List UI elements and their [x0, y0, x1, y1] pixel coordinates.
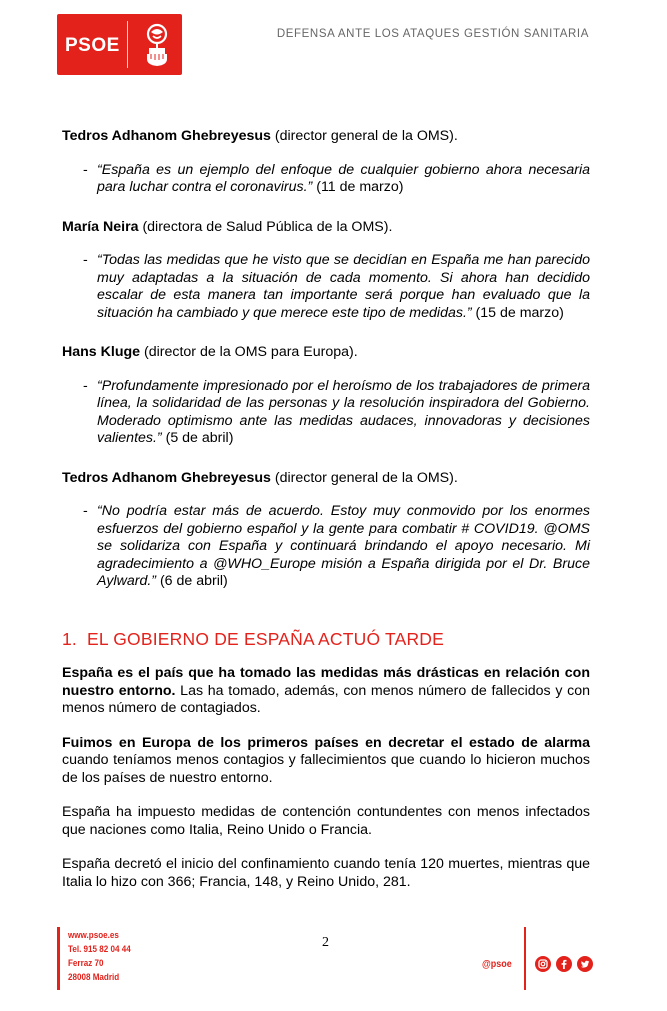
footer-street: Ferraz 70 — [68, 958, 104, 969]
twitter-icon[interactable] — [577, 956, 593, 972]
footer-contact — [68, 929, 131, 985]
author-name: Tedros Adhanom Ghebreyesus — [62, 469, 271, 486]
document-header-title: DEFENSA ANTE LOS ATAQUES GESTIÓN SANITARIA — [276, 28, 589, 40]
footer-website[interactable]: www.psoe.es — [68, 930, 119, 941]
paragraph-text: España decretó el inicio del confinamiento cuando tenía 120 muertes, mientras que Italia lo hizo con 366; Francia, 148, y Reino Unido, 281. — [62, 856, 590, 890]
paragraph — [62, 665, 590, 718]
quote-text: “No podría estar más de acuerdo. Estoy muy conmovido por los enormes esfuerzos del gobierno español y la gente para combatir # COVID19. @OMS se solidariza con España y continuará brindando el apoyo necesario. Mi agradecimiento a @WHO_Europe misión a España dirigida por el Dr. Bruce Aylward.” — [97, 503, 590, 589]
footer-city: 28008 Madrid — [68, 972, 120, 983]
quote-date: (11 de marzo) — [312, 179, 404, 195]
logo-text: PSOE — [65, 35, 120, 56]
paragraph-bold: España es el país que ha tomado las medidas más drásticas en relación con nuestro entorno. — [62, 665, 590, 699]
section-title: EL GOBIERNO DE ESPAÑA ACTUÓ TARDE — [87, 628, 445, 649]
section-heading — [62, 628, 590, 649]
quote-date: (15 de marzo) — [471, 304, 564, 321]
author-name: Tedros Adhanom Ghebreyesus — [62, 128, 271, 144]
rose-fist-icon — [137, 20, 177, 68]
quote-text: “Todas las medidas que he visto que se decidían en España me han parecido muy adaptadas a la situación de cada momento. Si ahora han decidido escalar de esta manera tan importante será porque han evaluado que la situación ha cambiado y que merece este tipo de medidas.” — [97, 252, 590, 321]
paragraph — [62, 856, 590, 891]
quote-text: “España es un ejemplo del enfoque de cualquier gobierno ahora necesaria para luchar contra el coronavirus.” — [97, 161, 590, 195]
paragraph — [62, 735, 590, 788]
author-name: Hans Kluge — [62, 344, 141, 360]
section-number: 1. — [62, 628, 77, 649]
author-role: (director de la OMS para Europa). — [140, 344, 358, 360]
quote-text: “Profundamente impresionado por el heroísmo de los trabajadores de primera línea, la solidaridad de las personas y la resolución inspiradora del Gobierno. Moderado optimismo ante las medidas audaces, innovadoras y decisiones valientes.” — [97, 377, 590, 446]
author-role: (director general de la OMS). — [270, 128, 458, 144]
quote-author — [62, 344, 590, 362]
author-role: (director general de la OMS). — [270, 469, 458, 486]
paragraph-text: cuando teníamos menos contagios y fallecimientos que cuando lo hicieron muchos de los países de nuestro entorno. — [62, 752, 590, 786]
quote-author — [62, 128, 590, 146]
author-role: (directora de Salud Pública de la OMS). — [138, 218, 393, 235]
psoe-logo — [57, 14, 182, 75]
quote-author — [62, 470, 590, 488]
paragraph-bold: Fuimos en Europa de los primeros países en decretar el estado de alarma — [62, 734, 590, 751]
quote-item: - “No podría estar más de acuerdo. Estoy muy conmovido por los enormes esfuerzos del gobierno español y la gente para combatir # COVID19. @OMS se solidariza con España y continuará brindando el apoyo necesario. Mi agradecimiento a @WHO_Europe misión a España dirigida por el Dr. Bruce Aylward.” (6 de abril) — [83, 503, 590, 589]
paragraph-text: Las ha tomado, además, con menos número de fallecidos y con menos número de contagiados. — [62, 682, 591, 716]
document-body — [62, 128, 590, 908]
instagram-icon[interactable] — [535, 956, 551, 972]
quote-date: (5 de abril) — [161, 430, 234, 446]
footer-left-bar — [57, 927, 60, 990]
quote-author — [62, 219, 590, 237]
footer-handle[interactable]: @psoe — [482, 959, 512, 970]
footer-divider — [524, 927, 526, 990]
quote-date: (6 de abril) — [156, 573, 228, 589]
quote-item: - “España es un ejemplo del enfoque de cualquier gobierno ahora necesaria para luchar contra el coronavirus.” (11 de marzo) — [83, 161, 590, 195]
paragraph — [62, 804, 590, 839]
page-number: 2 — [322, 935, 329, 950]
facebook-icon[interactable] — [556, 956, 572, 972]
quote-item: - “Todas las medidas que he visto que se decidían en España me han parecido muy adaptadas a la situación de cada momento. Si ahora han decidido escalar de esta manera tan importante será porque han evaluado que la situación ha cambiado y que merece este tipo de medidas.” (15 de marzo) — [83, 252, 590, 321]
quote-item: - “Profundamente impresionado por el heroísmo de los trabajadores de primera línea, la solidaridad de las personas y la resolución inspiradora del Gobierno. Moderado optimismo ante las medidas audaces, innovadoras y decisiones valientes.” (5 de abril) — [83, 377, 590, 446]
paragraph-text: España ha impuesto medidas de contención contundentes con menos infectados que naciones como Italia, Reino Unido o Francia. — [62, 804, 590, 838]
author-name: María Neira — [62, 218, 139, 235]
logo-divider — [127, 21, 128, 68]
footer-phone: Tel. 915 82 04 44 — [68, 944, 131, 955]
